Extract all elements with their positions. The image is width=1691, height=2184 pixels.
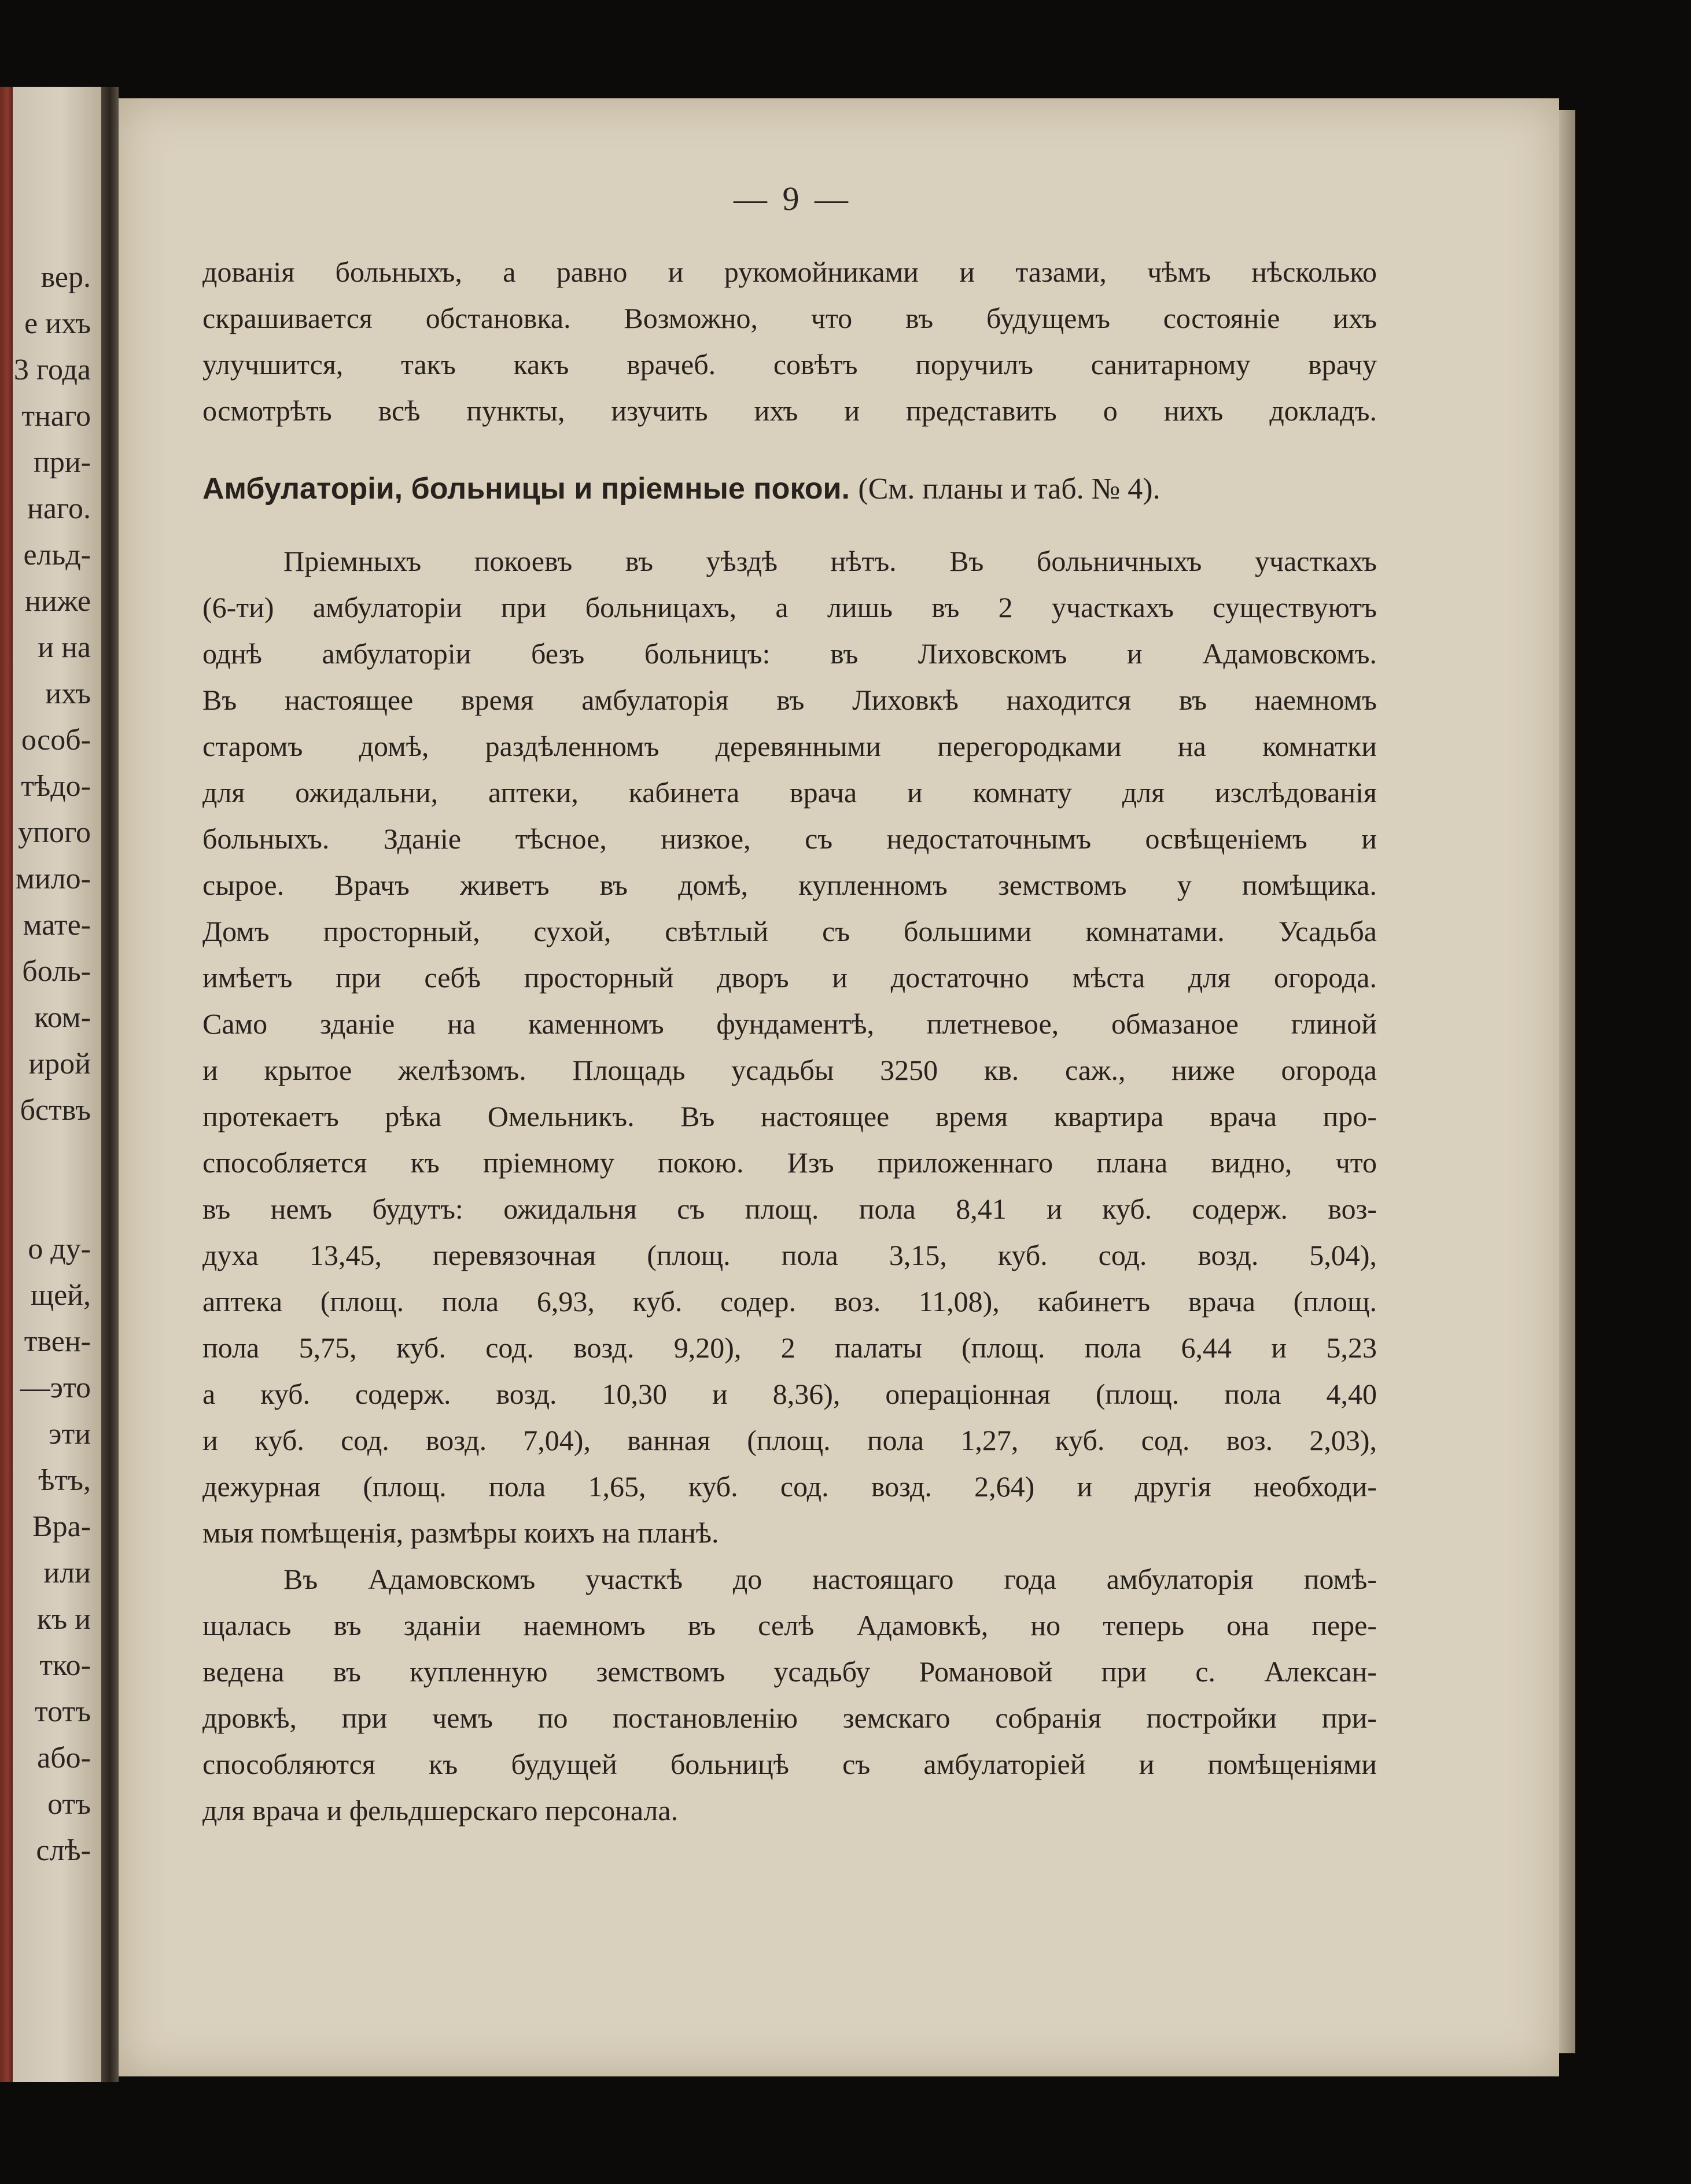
- left-page-line: эти: [49, 1418, 91, 1451]
- paragraph-2: [202, 538, 1377, 1556]
- text-line: Домъ просторный, сухой, свѣтлый съ большими комнатами. Усадьба: [202, 915, 1377, 947]
- text-line: больныхъ. Зданіе тѣсное, низкое, съ недостаточнымъ освѣщеніемъ и: [202, 822, 1377, 855]
- heading-reference: (См. планы и таб. № 4).: [858, 473, 1161, 506]
- left-page-line: особ-: [21, 724, 91, 757]
- left-page-line: вер.: [40, 261, 91, 294]
- paragraph-continuation: [202, 249, 1377, 434]
- left-page-line: твен-: [24, 1325, 91, 1358]
- text-line: для ожидальни, аптеки, кабинета врача и комнату для изслѣдованія: [202, 776, 1377, 809]
- paragraph-1: [202, 249, 1377, 434]
- book-gutter: [101, 87, 119, 2082]
- text-line: для врача и фельдшерскаго персонала.: [202, 1794, 679, 1827]
- text-line: и куб. сод. возд. 7,04), ванная (площ. пола 1,27, куб. сод. воз. 2,03),: [202, 1424, 1377, 1456]
- left-page-line: или: [43, 1556, 91, 1589]
- left-page-line: мило-: [16, 862, 91, 895]
- left-page-line: е ихъ: [24, 307, 91, 340]
- text-line: аптека (площ. пола 6,93, куб. содер. воз. 11,08), кабинетъ врача (площ.: [202, 1285, 1377, 1318]
- left-page-line: тотъ: [35, 1695, 91, 1728]
- left-page-line: ихъ: [45, 677, 91, 710]
- text-line: пола 5,75, куб. сод. возд. 9,20), 2 палаты (площ. пола 6,44 и 5,23: [202, 1331, 1377, 1364]
- text-line: протекаетъ рѣка Омельникъ. Въ настоящее время квартира врача про-: [202, 1100, 1377, 1132]
- left-page-fragment: [0, 87, 101, 2082]
- text-line: улучшится, такъ какъ врачеб. совѣтъ поручилъ санитарному врачу: [202, 348, 1377, 381]
- text-line: въ немъ будутъ: ожидальня съ площ. пола 8,41 и куб. содерж. воз-: [202, 1193, 1377, 1225]
- text-line: сырое. Врачъ живетъ въ домѣ, купленномъ земствомъ у помѣщика.: [202, 869, 1377, 901]
- text-line: и крытое желѣзомъ. Площадь усадьбы 3250 кв. саж., ниже огорода: [202, 1054, 1377, 1086]
- left-page-line: ельд-: [23, 538, 91, 571]
- text-line: имѣетъ при себѣ просторный дворъ и достаточно мѣста для огорода.: [202, 961, 1377, 994]
- left-page-line: тѣдо-: [21, 770, 91, 803]
- text-line: Въ Адамовскомъ участкѣ до настоящаго года амбулаторія помѣ-: [283, 1563, 1377, 1595]
- text-line: способляются къ будущей больницѣ съ амбулаторіей и помѣщеніями: [202, 1748, 1377, 1780]
- left-page-line: або-: [37, 1742, 91, 1774]
- text-line: Пріемныхъ покоевъ въ уѣздѣ нѣтъ. Въ больничныхъ участкахъ: [283, 545, 1377, 577]
- book-cover-edge: [0, 87, 13, 2082]
- left-page-line: наго.: [27, 492, 91, 525]
- text-line: дованія больныхъ, а равно и рукомойниками и тазами, чѣмъ нѣсколько: [202, 256, 1377, 288]
- heading-line: [202, 466, 1377, 512]
- text-line: однѣ амбулаторіи безъ больницъ: въ Лиховскомъ и Адамовскомъ.: [202, 637, 1377, 670]
- page-right-edge: [1559, 110, 1575, 2053]
- left-page-line: —это: [20, 1371, 91, 1404]
- text-line: скрашивается обстановка. Возможно, что въ будущемъ состояніе ихъ: [202, 302, 1377, 334]
- left-page-line: при-: [34, 446, 91, 479]
- text-line: ведена въ купленную земствомъ усадьбу Романовой при с. Алексан-: [202, 1655, 1377, 1688]
- left-page-line: упого: [18, 816, 91, 849]
- text-line: а куб. содерж. возд. 10,30 и 8,36), операціонная (площ. пола 4,40: [202, 1378, 1377, 1410]
- text-line: щалась въ зданіи наемномъ въ селѣ Адамовкѣ, но теперь она пере-: [202, 1609, 1377, 1641]
- text-line: духа 13,45, перевязочная (площ. пола 3,15, куб. сод. возд. 5,04),: [202, 1239, 1377, 1271]
- text-line: мыя помѣщенія, размѣры коихъ на планѣ.: [202, 1517, 719, 1549]
- left-page-line: и на: [38, 631, 91, 664]
- left-page-line: ком-: [34, 1001, 91, 1034]
- left-page-line: бствъ: [20, 1094, 91, 1127]
- text-line: осмотрѣть всѣ пункты, изучить ихъ и представить о нихъ докладъ.: [202, 394, 1377, 427]
- left-page-line: мате-: [23, 909, 91, 942]
- text-line: Въ настоящее время амбулаторія въ Лиховкѣ находится въ наемномъ: [202, 684, 1377, 716]
- paragraph-lichovka: [202, 538, 1377, 1556]
- left-page-line: ирой: [28, 1047, 91, 1080]
- left-page-line: боль-: [22, 955, 91, 988]
- left-page-line: щей,: [31, 1279, 91, 1312]
- left-page-line: къ и: [37, 1603, 91, 1636]
- paragraph-adamovka: [202, 1556, 1377, 1833]
- paragraph-3: [202, 1556, 1377, 1833]
- text-line: старомъ домѣ, раздѣленномъ деревянными перегородками на комнатки: [202, 730, 1377, 762]
- text-line: (6-ти) амбулаторіи при больницахъ, а лишь въ 2 участкахъ существуютъ: [202, 591, 1377, 624]
- heading-title: Амбулаторіи, больницы и пріемные покои.: [202, 472, 850, 506]
- left-page-line: ѣтъ,: [38, 1464, 91, 1497]
- left-page-line: тнаго: [21, 400, 91, 433]
- text-line: Само зданіе на каменномъ фундаментѣ, плетневое, обмазаное глиной: [202, 1008, 1377, 1040]
- left-page-line: ниже: [25, 585, 91, 618]
- section-heading: [202, 466, 1377, 512]
- text-line: дровкѣ, при чемъ по постановленію земскаго собранія постройки при-: [202, 1702, 1377, 1734]
- left-page-line: 3 года: [13, 353, 91, 386]
- left-page-line: тко-: [39, 1649, 91, 1682]
- text-line: способляется къ пріемному покою. Изъ приложеннаго плана видно, что: [202, 1146, 1377, 1179]
- left-page-line: слѣ-: [36, 1834, 91, 1867]
- left-page-line: о ду-: [28, 1233, 91, 1266]
- text-line: дежурная (площ. пола 1,65, куб. сод. возд. 2,64) и другія необходи-: [202, 1470, 1377, 1503]
- left-page-line: Вра-: [32, 1510, 91, 1543]
- left-page-line: отъ: [47, 1788, 91, 1821]
- page-number: — 9 —: [734, 180, 852, 217]
